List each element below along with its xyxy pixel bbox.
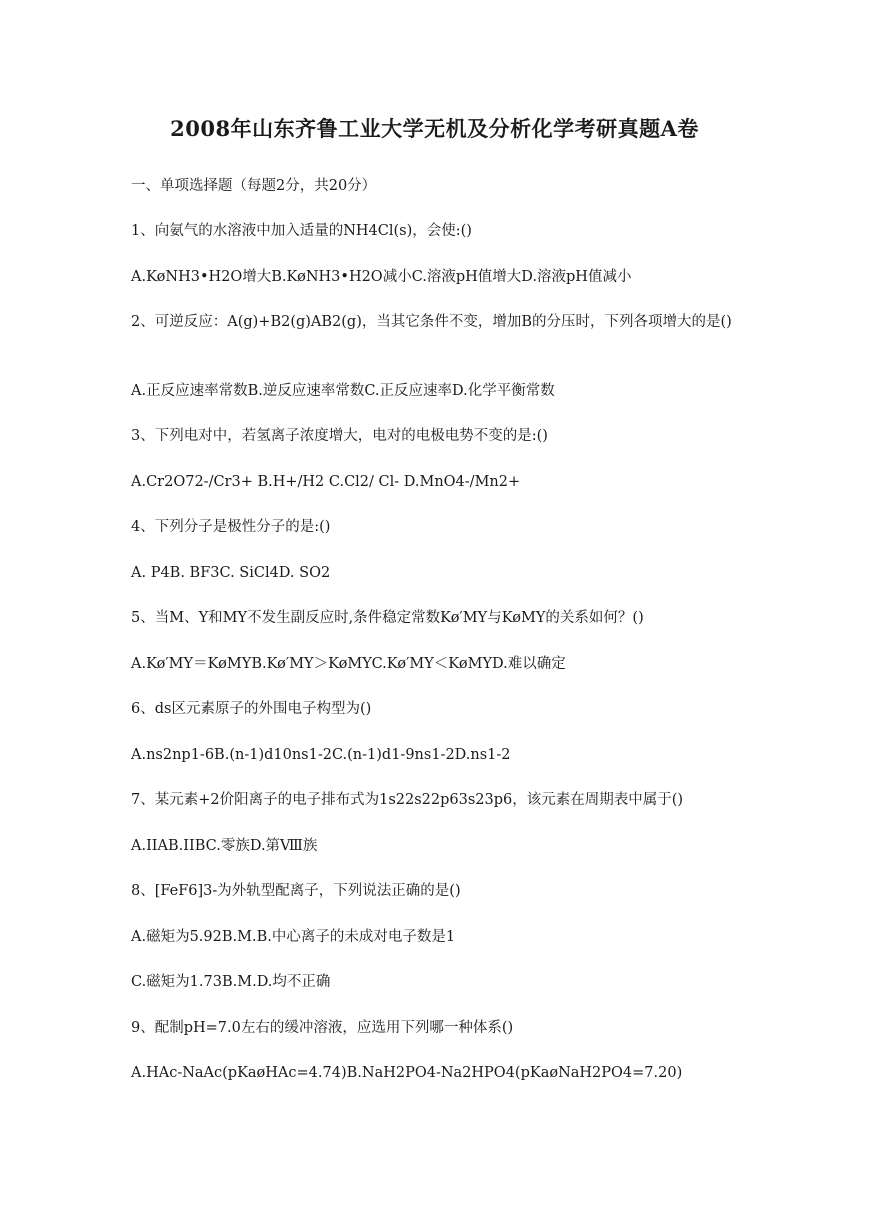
document-title: 2008年山东齐鲁工业大学无机及分析化学考研真题A卷 xyxy=(170,116,699,141)
section-heading: 一、单项选择题（每题2分，共20分） xyxy=(131,178,377,194)
question-7-options: A.IIAB.IIBC.零族D.第Ⅷ族 xyxy=(131,838,318,854)
question-1: 1、向氨气的水溶液中加入适量的NH4Cl(s)，会使:() xyxy=(131,223,472,239)
question-8: 8、[FeF6]3-为外轨型配离子，下列说法正确的是() xyxy=(131,883,461,899)
question-4: 4、下列分子是极性分子的是:() xyxy=(131,519,331,535)
question-8-options-c-d: C.磁矩为1.73B.M.D.均不正确 xyxy=(131,974,331,990)
question-3-options: A.Cr2O72-/Cr3+ B.H+/H2 C.Cl2/ Cl- D.MnO4-/Mn2+ xyxy=(131,474,521,490)
question-6: 6、ds区元素原子的外围电子构型为() xyxy=(131,701,372,717)
question-3: 3、下列电对中，若氢离子浓度增大，电对的电极电势不变的是:() xyxy=(131,428,548,444)
question-5-options: A.Kø′MY＝KøMYB.Kø′MY＞KøMYC.Kø′MY＜KøMYD.难以确定 xyxy=(131,656,566,672)
question-9-options: A.HAc-NaAc(pKaøHAc=4.74)B.NaH2PO4-Na2HPO4(pKaøNaH2PO4=7.20) xyxy=(131,1065,683,1081)
question-2: 2、可逆反应：A(g)+B2(g)AB2(g)，当其它条件不变，增加B的分压时，下列各项增大的是() xyxy=(131,314,732,330)
question-2-options: A.正反应速率常数B.逆反应速率常数C.正反应速率D.化学平衡常数 xyxy=(131,383,555,399)
question-6-options: A.ns2np1-6B.(n-1)d10ns1-2C.(n-1)d1-9ns1-2D.ns1-2 xyxy=(131,747,511,763)
question-8-options-a-b: A.磁矩为5.92B.M.B.中心离子的未成对电子数是1 xyxy=(131,929,456,945)
question-9: 9、配制pH=7.0左右的缓冲溶液，应选用下列哪一种体系() xyxy=(131,1020,514,1036)
question-1-options: A.KøNH3•H2O增大B.KøNH3•H2O减小C.溶液pH值增大D.溶液pH值减小 xyxy=(131,269,632,285)
question-5: 5、当M、Y和MY不发生副反应时,条件稳定常数Kø′MY与KøMY的关系如何？() xyxy=(131,610,644,626)
question-4-options: A. P4B. BF3C. SiCl4D. SO2 xyxy=(131,565,331,581)
question-7: 7、某元素+2价阳离子的电子排布式为1s22s22p63s23p6，该元素在周期表中属于() xyxy=(131,792,684,808)
